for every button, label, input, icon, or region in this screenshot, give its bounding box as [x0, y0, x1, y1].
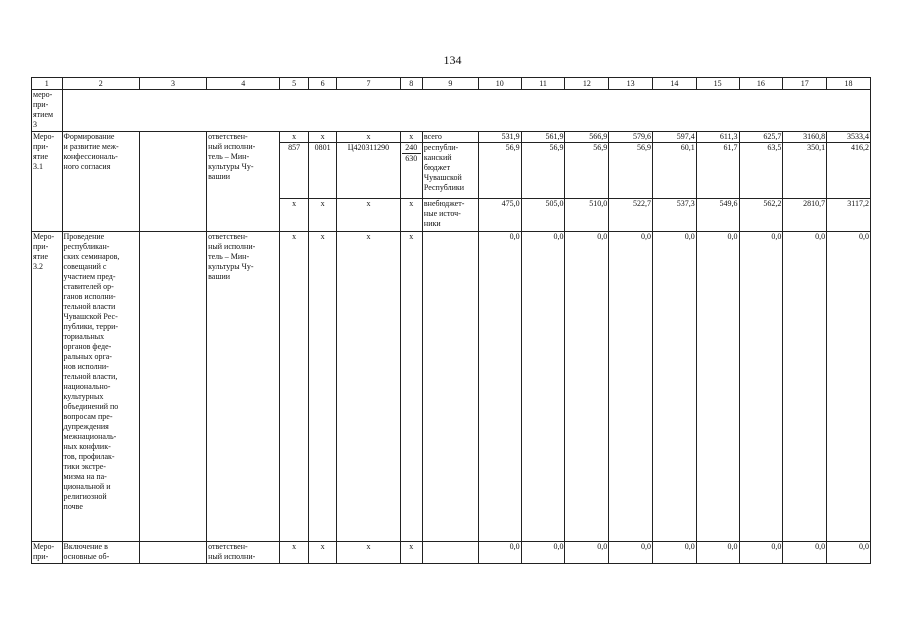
empty-cell	[139, 132, 206, 232]
value-cell: 56,9	[521, 143, 565, 199]
responsible-executor: ответствен- ный исполни-	[207, 542, 280, 564]
event-title: Включение в основные об-	[62, 542, 139, 564]
value-cell: 0,0	[609, 542, 653, 564]
value-cell: 61,7	[696, 143, 739, 199]
value-cell: 0,0	[827, 232, 871, 542]
value-cell: 537,3	[653, 199, 697, 232]
value-cell: 0,0	[565, 232, 609, 542]
value-cell: 0,0	[827, 542, 871, 564]
source-cell: всего	[422, 132, 478, 143]
code-cell: x	[337, 199, 400, 232]
value-cell: 3533,4	[827, 132, 871, 143]
value-cell: 416,2	[827, 143, 871, 199]
code-cell: 240 630	[400, 143, 422, 199]
value-cell: 0,0	[739, 542, 783, 564]
source-cell: республи- канский бюджет Чувашской Республики	[422, 143, 478, 199]
header-cell: 3	[139, 78, 206, 90]
code-cell: x	[400, 132, 422, 143]
header-cell: 2	[62, 78, 139, 90]
table-row	[32, 232, 871, 542]
value-cell: 0,0	[521, 232, 565, 542]
code-cell: x	[308, 232, 337, 542]
code-cell: x	[308, 199, 337, 232]
row-label: Меро- при- ятие 3.1	[32, 132, 63, 232]
header-cell: 11	[521, 78, 565, 90]
value-cell: 60,1	[653, 143, 697, 199]
empty-cell	[139, 232, 206, 542]
value-cell: 549,6	[696, 199, 739, 232]
value-cell: 63,5	[739, 143, 783, 199]
value-cell: 505,0	[521, 199, 565, 232]
value-cell: 531,9	[478, 132, 521, 143]
header-cell: 18	[827, 78, 871, 90]
value-cell: 0,0	[653, 232, 697, 542]
value-cell: 0,0	[653, 542, 697, 564]
header-cell: 17	[783, 78, 827, 90]
value-cell: 0,0	[565, 542, 609, 564]
header-cell: 5	[280, 78, 309, 90]
value-cell: 350,1	[783, 143, 827, 199]
code-cell: x	[400, 232, 422, 542]
code-cell: x	[337, 232, 400, 542]
header-cell: 1	[32, 78, 63, 90]
value-cell: 0,0	[739, 232, 783, 542]
table-row	[32, 132, 871, 143]
value-cell: 0,0	[478, 542, 521, 564]
header-row	[32, 78, 871, 90]
code-cell: x	[308, 132, 337, 143]
value-cell: 56,9	[609, 143, 653, 199]
event-title: Формирование и развитие меж- конфессиональ- ного согласия	[62, 132, 139, 232]
value-cell: 625,7	[739, 132, 783, 143]
value-cell: 566,9	[565, 132, 609, 143]
header-cell: 13	[609, 78, 653, 90]
value-cell: 0,0	[696, 232, 739, 542]
value-cell: 0,0	[696, 542, 739, 564]
source-cell	[422, 542, 478, 564]
header-cell: 4	[207, 78, 280, 90]
responsible-executor: ответствен- ный исполни- тель – Мин- культуры Чу- вашии	[207, 132, 280, 232]
header-cell: 14	[653, 78, 697, 90]
code-cell: x	[280, 199, 309, 232]
value-cell: 56,9	[478, 143, 521, 199]
header-cell: 16	[739, 78, 783, 90]
header-cell: 15	[696, 78, 739, 90]
code-cell: 857	[280, 143, 309, 199]
value-cell: 475,0	[478, 199, 521, 232]
source-cell: внебюджет- ные источ- ники	[422, 199, 478, 232]
header-cell: 6	[308, 78, 337, 90]
value-cell: 597,4	[653, 132, 697, 143]
header-cell: 9	[422, 78, 478, 90]
value-cell: 522,7	[609, 199, 653, 232]
value-cell: 3160,8	[783, 132, 827, 143]
value-cell: 0,0	[609, 232, 653, 542]
header-cell: 7	[337, 78, 400, 90]
page-number: 134	[443, 53, 462, 67]
code-cell: Ц420311290	[337, 143, 400, 199]
code-cell: x	[280, 542, 309, 564]
table-row	[32, 90, 871, 132]
empty-cell	[62, 90, 870, 132]
value-cell: 562,2	[739, 199, 783, 232]
value-cell: 2810,7	[783, 199, 827, 232]
value-cell: 56,9	[565, 143, 609, 199]
value-cell: 611,3	[696, 132, 739, 143]
source-cell	[422, 232, 478, 542]
header-cell: 12	[565, 78, 609, 90]
value-cell: 510,0	[565, 199, 609, 232]
value-cell: 579,6	[609, 132, 653, 143]
code-cell: x	[280, 232, 309, 542]
row-label: Меро- при- ятие 3.2	[32, 232, 63, 542]
code-cell: x	[400, 199, 422, 232]
responsible-executor: ответствен- ный исполни- тель – Мин- культуры Чу- вашии	[207, 232, 280, 542]
row-label: Меро- при-	[32, 542, 63, 564]
code-cell: 0801	[308, 143, 337, 199]
value-cell: 0,0	[521, 542, 565, 564]
code-cell: x	[308, 542, 337, 564]
code-cell: x	[280, 132, 309, 143]
value-cell: 0,0	[783, 232, 827, 542]
budget-table	[31, 77, 871, 564]
code-cell: x	[337, 542, 400, 564]
code-cell: x	[337, 132, 400, 143]
code-cell: x	[400, 542, 422, 564]
header-cell: 10	[478, 78, 521, 90]
table-row	[32, 542, 871, 564]
row-label: меро- при- ятием 3	[32, 90, 63, 132]
value-cell: 0,0	[783, 542, 827, 564]
value-cell: 561,9	[521, 132, 565, 143]
empty-cell	[139, 542, 206, 564]
event-title: Проведение республикан- ских семинаров, совещаний с участием пред- ставителей ор- ганов исполни- тельной власти Чувашской Рес- публики, терри- ториальных органов феде- ральных орга- нов исполни- тельной власти, национально- культурных объединений по вопросам пре- дупреждения межнациональ- ных конфлик- тов, профилак- тики экстре- мизма на па- циональной и религиозной почве	[62, 232, 139, 542]
value-cell: 3117,2	[827, 199, 871, 232]
value-cell: 0,0	[478, 232, 521, 542]
header-cell: 8	[400, 78, 422, 90]
